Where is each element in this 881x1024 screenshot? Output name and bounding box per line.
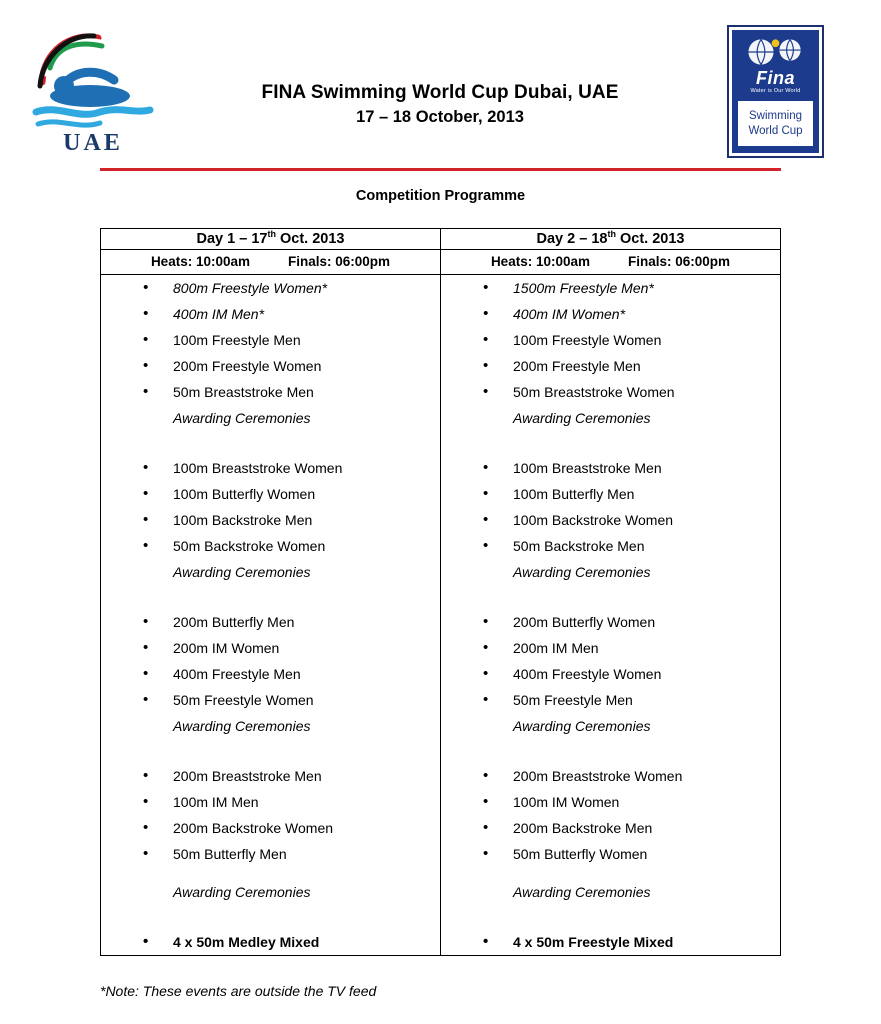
list-item: • 100m Backstroke Men [101,507,440,533]
fina-sub-line1: Swimming [748,109,803,122]
list-spacer [101,905,440,929]
day1-heats-time: Heats: 10:00am [150,254,250,269]
list-item: • 100m Backstroke Women [441,507,780,533]
svg-text:UAE: UAE [63,130,123,152]
list-item: • 200m Backstroke Women [101,815,440,841]
day1-header-prefix: Day 1 – 17 [196,230,268,247]
list-item: Awarding Ceremonies [173,884,311,900]
day1-header-suffix: Oct. 2013 [275,230,345,247]
day2-times [441,250,781,275]
list-item: Awarding Ceremonies [513,718,651,734]
list-item: • 50m Breaststroke Men [101,379,440,405]
header-divider [100,168,781,171]
list-spacer [441,905,780,929]
day1-header [101,229,441,250]
list-item: • 100m Breaststroke Women [101,455,440,481]
list-item: • 200m IM Men [441,635,780,661]
list-item: • 4 x 50m Freestyle Mixed [441,929,780,955]
day2-header-sup: th [607,229,616,239]
list-item: • 50m Butterfly Men [101,841,440,867]
fina-subtitle [737,100,814,147]
fina-world-cup-logo [727,25,824,158]
event-dates: 17 – 18 October, 2013 [356,108,524,126]
table-body-row [101,275,781,956]
list-item: • 200m Backstroke Men [441,815,780,841]
table-header-row [101,229,781,250]
list-item: • 200m IM Women [101,635,440,661]
list-item: • 800m Freestyle Women* [101,275,440,301]
list-item: • 200m Breaststroke Women [441,763,780,789]
list-item: • 100m IM Men [101,789,440,815]
day2-header [441,229,781,250]
fina-wordmark: Fina [755,68,795,88]
list-item: • 100m Breaststroke Men [441,455,780,481]
list-item: • 50m Breaststroke Women [441,379,780,405]
day2-heats-time: Heats: 10:00am [490,254,590,269]
list-item: • 100m Freestyle Men [101,327,440,353]
day1-header-sup: th [267,229,276,239]
list-spacer [441,739,780,763]
footnote: *Note: These events are outside the TV feed [100,983,377,999]
list-item: • 50m Butterfly Women [441,841,780,867]
day2-event-list [441,275,780,955]
list-item: • 100m Freestyle Women [441,327,780,353]
list-item: • 100m Butterfly Men [441,481,780,507]
list-item: Awarding Ceremonies [513,564,651,580]
list-item: Awarding Ceremonies [173,410,311,426]
uae-swimming-logo [18,24,168,152]
list-item: • 400m IM Men* [101,301,440,327]
list-spacer [441,585,780,609]
section-heading: Competition Programme [355,188,526,204]
list-item: • 50m Backstroke Men [441,533,780,559]
day2-header-prefix: Day 2 – 18 [536,230,608,247]
list-item: • 400m Freestyle Men [101,661,440,687]
list-item: • 200m Breaststroke Men [101,763,440,789]
list-item: Awarding Ceremonies [513,410,651,426]
list-item: • 200m Freestyle Men [441,353,780,379]
list-item: • 200m Freestyle Women [101,353,440,379]
day1-event-list [101,275,440,955]
list-item: • 50m Freestyle Women [101,687,440,713]
list-item: Awarding Ceremonies [173,564,311,580]
day2-finals-time: Finals: 06:00pm [628,254,731,269]
day1-times [101,250,441,275]
list-item: • 200m Butterfly Men [101,609,440,635]
list-spacer [101,431,440,455]
page-title [190,82,690,127]
list-item: • 400m IM Women* [441,301,780,327]
list-item: • 100m Butterfly Women [101,481,440,507]
list-item: Awarding Ceremonies [173,718,311,734]
day1-events-cell [101,275,441,956]
table-times-row [101,250,781,275]
globe-icon [732,34,819,70]
list-item: • 50m Backstroke Women [101,533,440,559]
document-header [0,0,881,160]
list-item: • 4 x 50m Medley Mixed [101,929,440,955]
list-spacer [101,867,440,879]
list-spacer [101,585,440,609]
day1-finals-time: Finals: 06:00pm [288,254,391,269]
list-item: • 1500m Freestyle Men* [441,275,780,301]
day2-header-suffix: Oct. 2013 [615,230,685,247]
list-item: • 50m Freestyle Men [441,687,780,713]
fina-sub-line2: World Cup [748,124,803,137]
list-spacer [101,739,440,763]
list-item: • 100m IM Women [441,789,780,815]
list-spacer [441,867,780,879]
event-title: FINA Swimming World Cup Dubai, UAE [261,82,619,103]
fina-tagline: Water is Our World [750,88,801,94]
list-item: • 400m Freestyle Women [441,661,780,687]
list-spacer [441,431,780,455]
day2-events-cell [441,275,781,956]
competition-programme-table [100,228,781,956]
list-item: Awarding Ceremonies [513,884,651,900]
list-item: • 200m Butterfly Women [441,609,780,635]
